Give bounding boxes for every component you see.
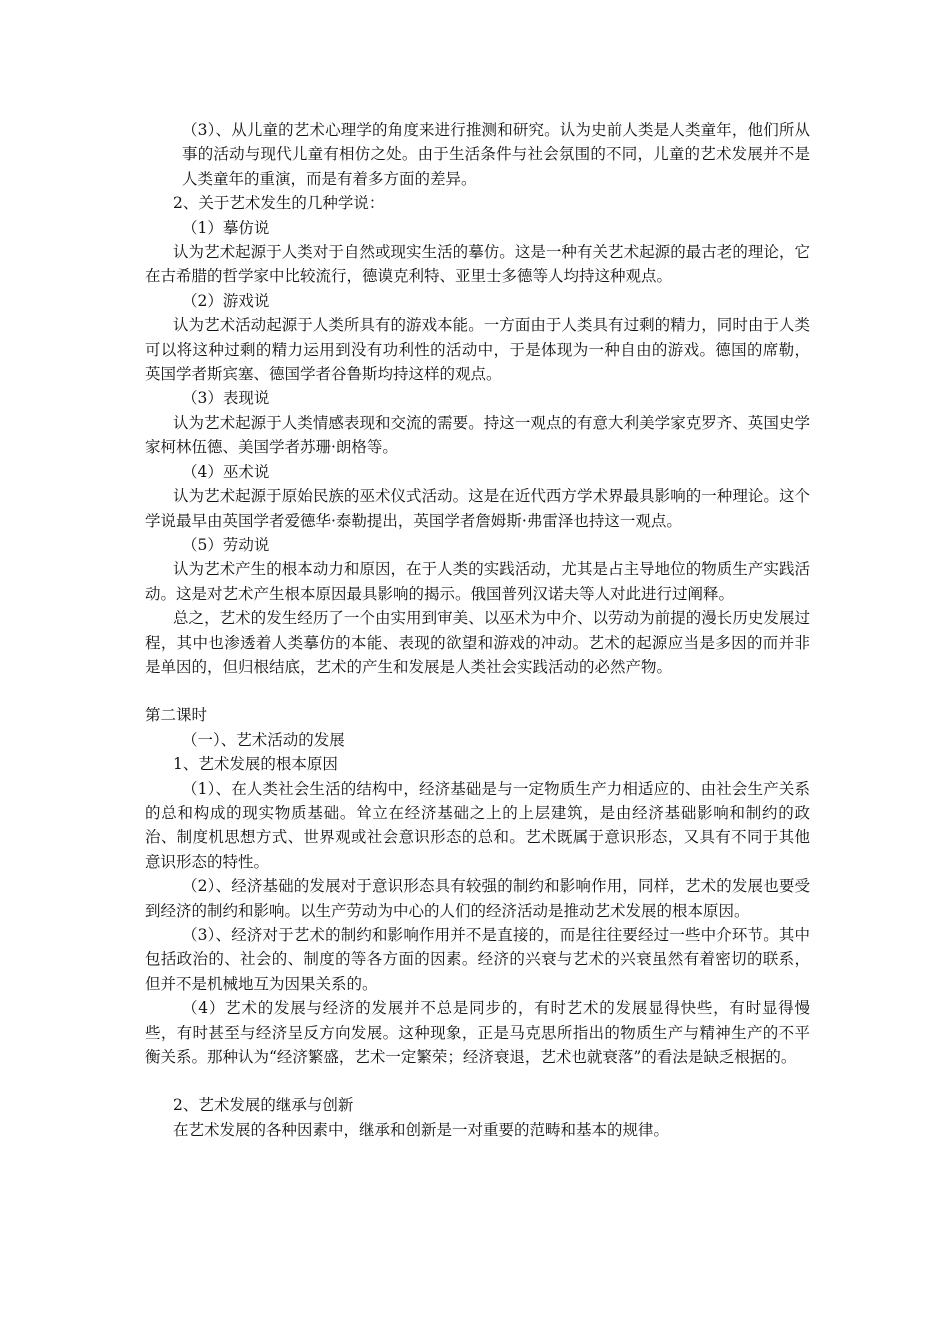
- paragraph-economic-influence: （2）、经济基础的发展对于意识形态具有较强的制约和影响作用，同样，艺术的发展也要受到经济的制约和影响。以生产劳动为中心的人们的经济活动是推动艺术发展的根本原因。: [145, 877, 810, 920]
- heading-expression-theory: （3）表现说: [182, 389, 270, 408]
- paragraph-labor-theory: 认为艺术产生的根本动力和原因，在于人类的实践活动，尤其是占主导地位的物质生产实践活动。这是对艺术产生根本原因最具影响的揭示。俄国普列汉诺夫等人对此进行过阐释。: [145, 560, 810, 603]
- heading-imitation-theory: （1）摹仿说: [182, 218, 270, 237]
- paragraph-uneven-development: （4）艺术的发展与经济的发展并不总是同步的，有时艺术的发展显得快些，有时显得慢些，有时甚至与经济呈反方向发展。这种现象，正是马克思所指出的物质生产与精神生产的不平衡关系。那种认为“经济繁盛，艺术一定繁荣；经济衰退，艺术也就衰落”的看法是缺乏根据的。: [145, 999, 810, 1067]
- paragraph-imitation-theory: 认为艺术起源于人类对于自然或现实生活的摹仿。这是一种有关艺术起源的最古老的理论，它在古希腊的哲学家中比较流行，德谟克利特、亚里士多德等人均持这种观点。: [145, 243, 810, 286]
- heading-origin-theories: 2、关于艺术发生的几种学说：: [173, 194, 385, 213]
- heading-inheritance-innovation: 2、艺术发展的继承与创新: [173, 1096, 354, 1115]
- paragraph-play-theory: 认为艺术活动起源于人类所具有的游戏本能。一方面由于人类具有过剩的精力，同时由于人类可以将这种过剩的精力运用到没有功利性的活动中，于是体现为一种自由的游戏。德国的席勒，英国学者斯宾塞、德国学者谷鲁斯均持这样的观点。: [145, 316, 810, 384]
- heading-play-theory: （2）游戏说: [182, 291, 270, 310]
- document-body: [145, 118, 810, 1142]
- paragraph-summary: 总之，艺术的发生经历了一个由实用到审美、以巫术为中介、以劳动为前提的漫长历史发展过程，其中也渗透着人类摹仿的本能、表现的欲望和游戏的冲动。艺术的起源应当是多因的而并非是单因的，但归根结底，艺术的产生和发展是人类社会实践活动的必然产物。: [145, 609, 810, 676]
- heading-second-lesson: 第二课时: [145, 706, 208, 725]
- heading-art-development: （一）、艺术活动的发展: [182, 730, 345, 749]
- paragraph-inheritance-innovation: 在艺术发展的各种因素中，继承和创新是一对重要的范畴和基本的规律。: [173, 1120, 670, 1139]
- heading-magic-theory: （4）巫术说: [182, 462, 270, 481]
- heading-labor-theory: （5）劳动说: [182, 535, 270, 554]
- paragraph-intermediate-links: （3）、经济对于艺术的制约和影响作用并不是直接的，而是往往要经过一些中介环节。其中包括政治的、社会的、制度的等各方面的因素。经济的兴衰与艺术的兴衰虽然有着密切的联系，但并不是机械地互为因果关系的。: [145, 926, 810, 993]
- paragraph-expression-theory: 认为艺术起源于人类情感表现和交流的需要。持这一观点的有意大利美学家克罗齐、英国史学家柯林伍德、美国学者苏珊·朗格等。: [145, 413, 810, 457]
- heading-fundamental-cause: 1、艺术发展的根本原因: [173, 755, 338, 774]
- paragraph-economic-base: （1）、在人类社会生活的结构中，经济基础是与一定物质生产力相适应的、由社会生产关系的总和构成的现实物质基础。耸立在经济基础之上的上层建筑，是由经济基础影响和制约的政治、制度机思想方式、世界观或社会意识形态的总和。艺术既属于意识形态，又具有不同于其他意识形态的特性。: [145, 779, 810, 871]
- paragraph-magic-theory: 认为艺术起源于原始民族的巫术仪式活动。这是在近代西方学术界最具影响的一种理论。这个学说最早由英国学者爱德华·泰勒提出，英国学者詹姆斯·弗雷泽也持这一观点。: [145, 487, 810, 530]
- paragraph-child-psychology: （3）、从儿童的艺术心理学的角度来进行推测和研究。认为史前人类是人类童年，他们所从事的活动与现代儿童有相仿之处。由于生活条件与社会氛围的不同，儿童的艺术发展并不是人类童年的重演，而是有着多方面的差异。: [182, 121, 810, 188]
